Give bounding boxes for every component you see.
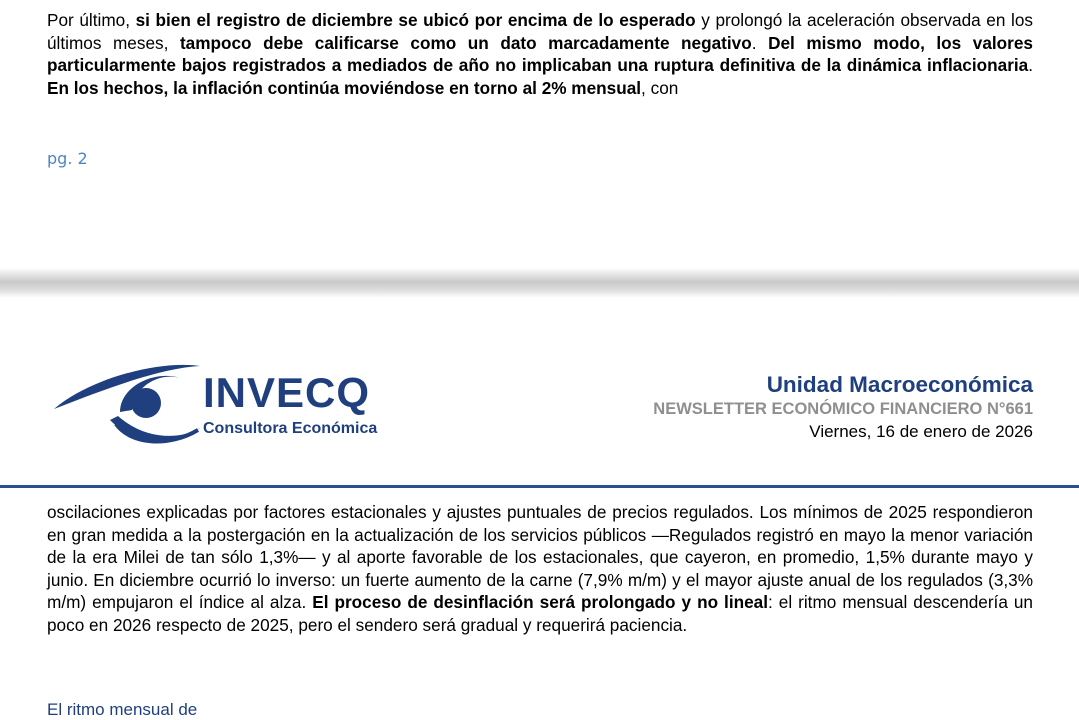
text-run: , con bbox=[641, 77, 679, 98]
text-run: y prolongó la aceleración observada en los últimos meses, bbox=[47, 10, 1034, 53]
header-rule bbox=[0, 485, 1079, 488]
page-number: pg. 2 bbox=[47, 149, 88, 168]
paragraph-page1-end bbox=[47, 9, 1033, 99]
bold-run: Del mismo modo, los valores particularmente bajos registrados a mediados de año no implicaban una ruptura definitiva de la dinámica inflacionaria bbox=[47, 32, 1033, 76]
cut-off-heading: El ritmo mensual de bbox=[47, 700, 198, 719]
text-run: . bbox=[751, 32, 769, 53]
paragraph-page2 bbox=[47, 501, 1033, 637]
issue-date: Viernes, 16 de enero de 2026 bbox=[809, 422, 1033, 441]
bold-run: tampoco debe calificarse como un dato marcadamente negativo bbox=[179, 32, 752, 53]
text-run: oscilaciones explicadas por factores estacionales y ajustes puntuales de precios regulados. Los mínimos de 2025 respondieron en gran medida a la postergación en la actualización de los servicios públicos —Regulados registró en mayo la menor variación de la era Milei de tan sólo 1,3%— y al aporte favorable de los estacionales, que cayeron, en promedio, 1,5% durante mayo y junio. En diciembre ocurrió lo inverso: un fuerte aumento de la carne (7,9% m/m) y el mayor ajuste anual de los regulados (3,3% m/m) empujaron el índice al alza. bbox=[47, 502, 1033, 613]
text-run: : el ritmo mensual descendería un poco en 2026 respecto de 2025, pero el sendero será gradual y requerirá paciencia. bbox=[47, 592, 1033, 635]
bold-run: si bien el registro de diciembre se ubicó por encima de lo esperado bbox=[135, 10, 696, 30]
newsletter-number: NEWSLETTER ECONÓMICO FINANCIERO N°661 bbox=[653, 400, 1033, 418]
header-info bbox=[653, 372, 1033, 443]
logo-subtitle: Consultora Económica bbox=[203, 420, 378, 437]
page-separator bbox=[0, 268, 1079, 300]
bold-run: El proceso de desinflación será prolongado y no lineal bbox=[312, 592, 768, 613]
text-run: Por último, bbox=[47, 10, 136, 30]
logo-wordmark: INVECQ bbox=[203, 369, 371, 416]
unit-title: Unidad Macroeconómica bbox=[766, 372, 1033, 397]
bold-run: En los hechos, la inflación continúa moviéndose en torno al 2% mensual bbox=[47, 77, 642, 98]
text-run: . bbox=[1028, 55, 1033, 76]
